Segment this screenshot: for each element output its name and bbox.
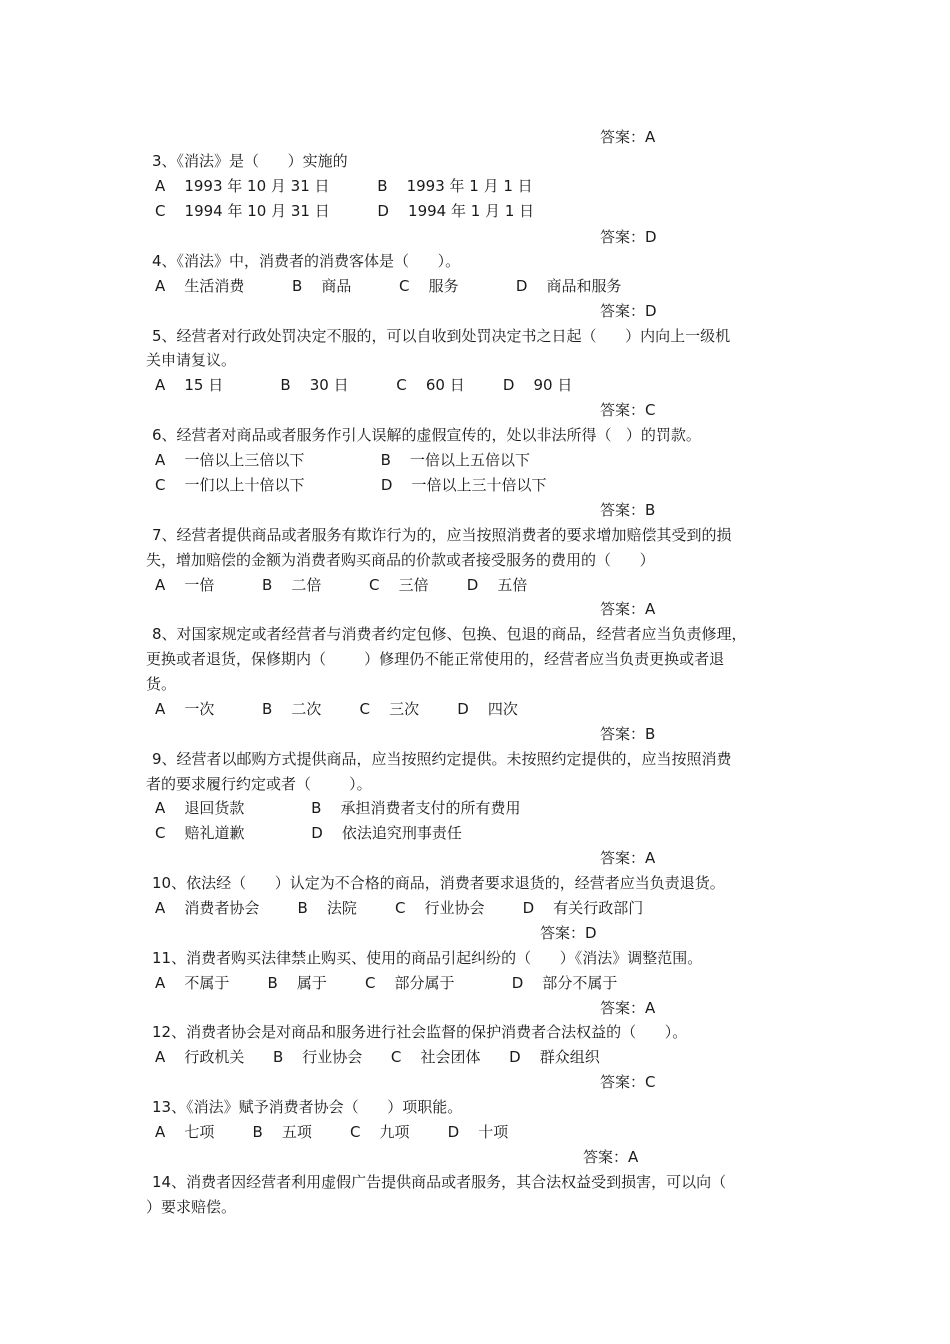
question-options: A 一次 B 二次 C 三次 D 四次 xyxy=(155,700,518,718)
question-options: A 15 日 B 30 日 C 60 日 D 90 日 xyxy=(155,376,573,394)
question-stem: 8、对国家规定或者经营者与消费者约定包修、包换、包退的商品，经营者应当负责修理， xyxy=(152,625,747,643)
question-stem: 11、消费者购买法律禁止购买、使用的商品引起纠纷的（ ）《消法》调整范围。 xyxy=(152,949,703,967)
question-options: A 不属于 B 属于 C 部分属于 D 部分不属于 xyxy=(155,974,618,992)
question-options: A 行政机关 B 行业协会 C 社会团体 D 群众组织 xyxy=(155,1048,600,1066)
question-stem: 5、经营者对行政处罚决定不服的，可以自收到处罚决定书之日起（ ）内向上一级机 xyxy=(152,327,731,345)
question-options: C 一们以上十倍以下 D 一倍以上三十倍以下 xyxy=(155,476,547,494)
answer-line: 答案：D xyxy=(600,228,657,246)
answer-line: 答案：D xyxy=(540,924,597,942)
question-stem: 7、经营者提供商品或者服务有欺诈行为的，应当按照消费者的要求增加赔偿其受到的损 xyxy=(152,526,732,544)
question-stem: 3、《消法》是（ ）实施的 xyxy=(152,152,348,170)
answer-line: 答案：B xyxy=(600,725,656,743)
answer-line: 答案：C xyxy=(600,1073,656,1091)
question-options: A 一倍以上三倍以下 B 一倍以上五倍以下 xyxy=(155,451,530,469)
question-stem-continued: 者的要求履行约定或者（ ）。 xyxy=(146,775,372,793)
question-options: A 一倍 B 二倍 C 三倍 D 五倍 xyxy=(155,576,528,594)
question-options: C 赔礼道歉 D 依法追究刑事责任 xyxy=(155,824,462,842)
answer-line: 答案：A xyxy=(600,849,656,867)
question-stem: 12、消费者协会是对商品和服务进行社会监督的保护消费者合法权益的（ ）。 xyxy=(152,1023,688,1041)
answer-line: 答案：A xyxy=(600,999,656,1017)
question-stem-continued: ）要求赔偿。 xyxy=(146,1198,237,1216)
answer-line: 答案：A xyxy=(583,1148,639,1166)
question-stem: 13、《消法》赋予消费者协会（ ）项职能。 xyxy=(152,1098,463,1116)
question-options: A 生活消费 B 商品 C 服务 D 商品和服务 xyxy=(155,277,622,295)
answer-line: 答案：D xyxy=(600,302,657,320)
question-options: C 1994 年 10 月 31 日 D 1994 年 1 月 1 日 xyxy=(155,202,535,220)
answer-line: 答案：A xyxy=(600,128,656,146)
answer-line: 答案：C xyxy=(600,401,656,419)
answer-line: 答案：A xyxy=(600,600,656,618)
question-stem-continued: 失，增加赔偿的金额为消费者购买商品的价款或者接受服务的费用的（ ） xyxy=(146,551,655,569)
question-stem: 10、依法经（ ）认定为不合格的商品，消费者要求退货的，经营者应当负责退货。 xyxy=(152,874,725,892)
question-options: A 退回货款 B 承担消费者支付的所有费用 xyxy=(155,799,521,817)
question-stem-continued: 更换或者退货，保修期内（ ）修理仍不能正常使用的，经营者应当负责更换或者退 xyxy=(146,650,725,668)
question-options: A 消费者协会 B 法院 C 行业协会 D 有关行政部门 xyxy=(155,899,644,917)
question-stem: 6、经营者对商品或者服务作引人误解的虚假宣传的，处以非法所得（ ）的罚款。 xyxy=(152,426,701,444)
answer-line: 答案：B xyxy=(600,501,656,519)
question-options: A 七项 B 五项 C 九项 D 十项 xyxy=(155,1123,509,1141)
question-stem: 14、消费者因经营者利用虚假广告提供商品或者服务，其合法权益受到损害，可以向（ xyxy=(152,1173,727,1191)
question-stem: 4、《消法》中，消费者的消费客体是（ ）。 xyxy=(152,252,461,270)
question-stem-continued: 关申请复议。 xyxy=(146,351,237,369)
question-stem-continued: 货。 xyxy=(146,675,177,693)
question-stem: 9、经营者以邮购方式提供商品，应当按照约定提供。未按照约定提供的，应当按照消费 xyxy=(152,750,732,768)
question-options: A 1993 年 10 月 31 日 B 1993 年 1 月 1 日 xyxy=(155,177,533,195)
